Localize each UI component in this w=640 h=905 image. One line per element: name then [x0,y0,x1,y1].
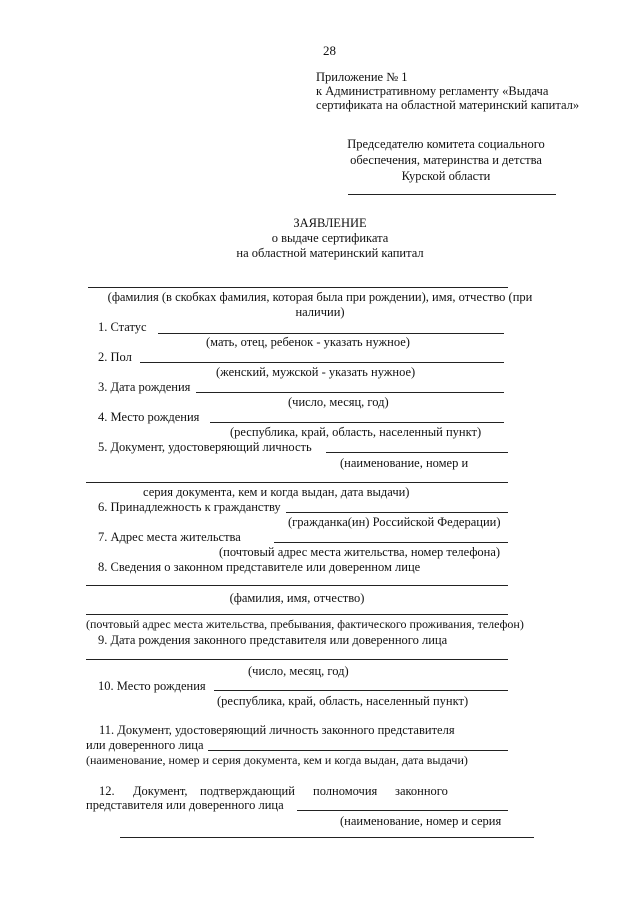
rep-birth-place-field-line [214,690,508,691]
authority-doc-word-2: Документ, [133,784,188,798]
birth-place-hint: (республика, край, область, населенный пункт) [230,425,482,439]
appendix-line-3: сертификата на областной материнский капитал» [316,98,580,112]
addressee-line-2: обеспечения, материнства и детства [350,153,542,167]
rep-birth-date-hint: (число, месяц, год) [248,664,349,678]
status-hint: (мать, отец, ребенок - указать нужное) [206,335,410,349]
id-doc-field-line-2 [86,482,508,483]
citizenship-label: 6. Принадлежность к гражданству [98,500,281,514]
authority-doc-hint: (наименование, номер и серия [340,814,502,828]
addressee-line-3: Курской области [401,169,491,183]
birth-date-field-line [196,392,504,393]
id-doc-hint-2: серия документа, кем и когда выдан, дата выдачи) [143,485,410,499]
authority-doc-word-3: подтверждающий [200,784,295,798]
rep-field-line [86,585,508,586]
title-line-2: о выдаче сертификата [271,231,389,245]
citizenship-field-line [286,512,508,513]
authority-doc-field-line [297,810,508,811]
id-doc-label: 5. Документ, удостоверяющий личность [98,440,312,454]
birth-place-field-line [210,422,504,423]
addressee-line-1: Председателю комитета социального [347,137,545,151]
rep-label: 8. Сведения о законном представителе или доверенном лице [98,560,421,574]
rep-birth-date-field-line [86,659,508,660]
citizenship-hint: (гражданка(ин) Российской Федерации) [288,515,501,529]
sex-hint: (женский, мужской - указать нужное) [216,365,416,379]
authority-doc-label-2: представителя или доверенного лица [86,798,284,812]
address-label: 7. Адрес места жительства [98,530,241,544]
page-number: 28 [323,43,336,58]
status-label: 1. Статус [98,320,147,334]
rep-hint-2: (почтовый адрес места жительства, пребывания, фактического проживания, телефон) [86,617,524,631]
rep-birth-date-label: 9. Дата рождения законного представителя или доверенного лица [98,633,448,647]
appendix-line-1: Приложение № 1 [316,70,408,84]
rep-id-doc-hint: (наименование, номер и серия документа, кем и когда выдан, дата выдачи) [86,753,468,767]
birth-date-hint: (число, месяц, год) [288,395,389,409]
sex-label: 2. Пол [98,350,132,364]
addressee-name-line [348,194,556,195]
id-doc-field-line [326,452,508,453]
authority-doc-field-line-2 [120,837,534,838]
rep-id-doc-label-2: или доверенного лица [86,738,204,752]
rep-hint-1: (фамилия, имя, отчество) [229,591,365,605]
id-doc-hint-1: (наименование, номер и [340,456,469,470]
birth-date-label: 3. Дата рождения [98,380,191,394]
rep-birth-place-hint: (республика, край, область, населенный пункт) [217,694,469,708]
authority-doc-word-5: законного [395,784,448,798]
authority-doc-word-4: полномочия [313,784,378,798]
title-line-3: на областной материнский капитал [236,246,424,260]
rep-birth-place-label: 10. Место рождения [98,679,206,693]
address-hint: (почтовый адрес места жительства, номер телефона) [219,545,501,559]
rep-id-doc-label-1: 11. Документ, удостоверяющий личность законного представителя [99,723,455,737]
document-title: ЗАЯВЛЕНИЕ [293,216,367,230]
address-field-line [274,542,508,543]
fio-hint-2: наличии) [295,305,345,319]
fio-line [88,287,508,288]
rep-address-line [86,614,508,615]
authority-doc-word-1: 12. [99,784,115,798]
birth-place-label: 4. Место рождения [98,410,200,424]
appendix-line-2: к Административному регламенту «Выдача [316,84,549,98]
rep-id-doc-field-line [208,750,508,751]
fio-hint-1: (фамилия (в скобках фамилия, которая была при рождении), имя, отчество (при [107,290,533,304]
status-field-line [158,333,504,334]
sex-field-line [140,362,504,363]
